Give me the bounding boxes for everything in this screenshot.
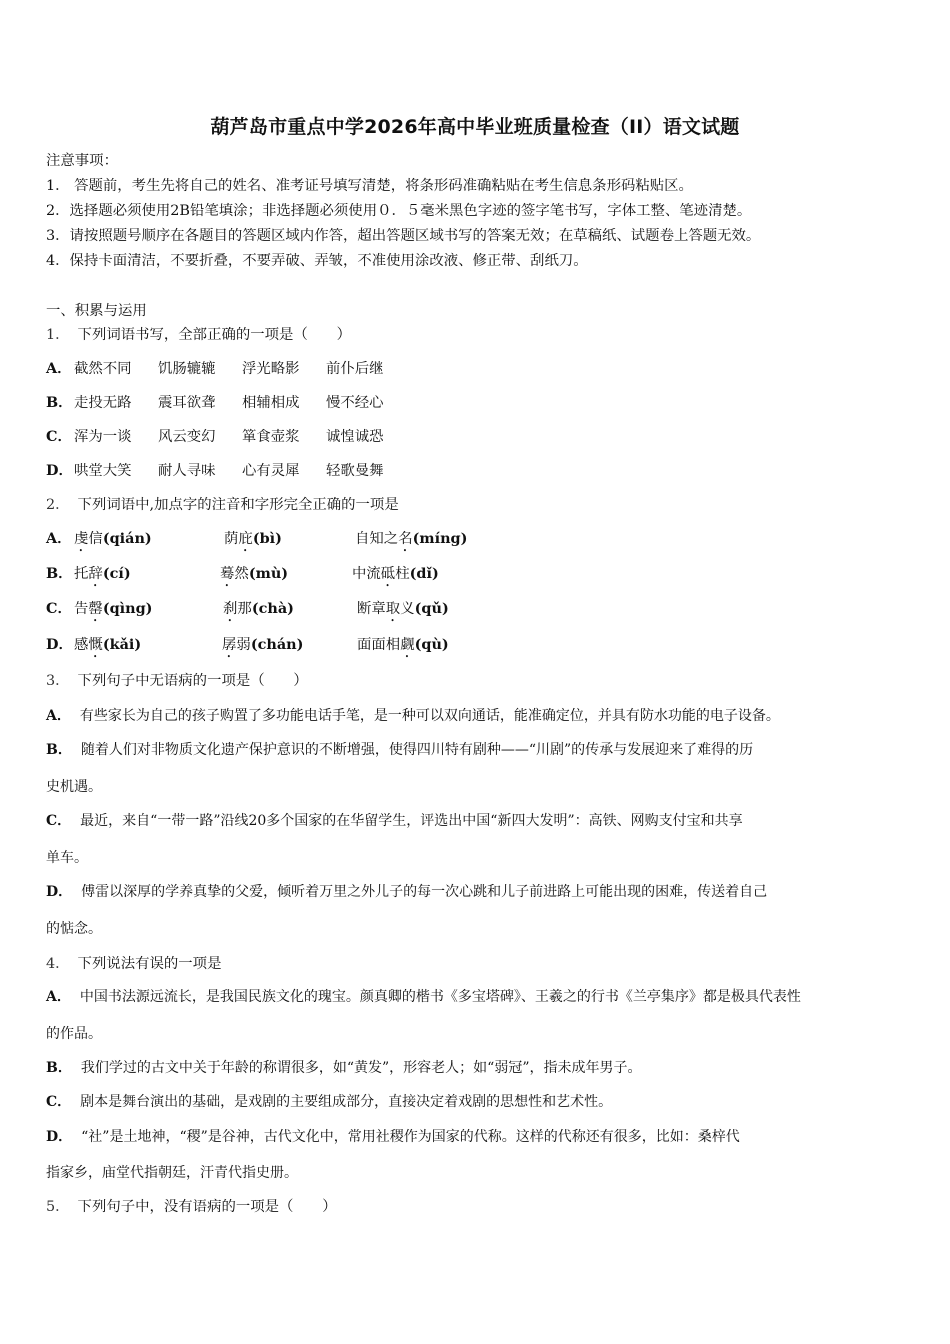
option-word: 风云变幻 bbox=[158, 429, 216, 445]
notice-item: 1． 答题前，考生先将自己的姓名、准考证号填写清楚，将条形码准确粘贴在考生信息条形码粘贴区。 bbox=[46, 178, 693, 194]
section-heading: 一、积累与运用 bbox=[46, 303, 147, 319]
option-label: B． bbox=[46, 565, 73, 582]
pinyin-item: 中流砥柱(dǐ) bbox=[352, 565, 439, 582]
option-word: 截然不同 bbox=[74, 361, 132, 377]
pinyin-item: 托辞(cí) bbox=[74, 565, 131, 582]
notice-item: 4．保持卡面清洁，不要折叠，不要弄破、弄皱，不准使用涂改液、修正带、刮纸刀。 bbox=[46, 253, 588, 269]
q3-option-c: C． 最近，来自“一带一路”沿线20多个国家的在华留学生，评选出中国“新四大发明”：高铁、网购支付宝和共享 bbox=[46, 813, 743, 829]
option-word: 耐人寻味 bbox=[158, 463, 216, 479]
option-word: 慢不经心 bbox=[326, 395, 384, 411]
option-word: 诚惶诚恐 bbox=[326, 429, 384, 445]
option-label: C． bbox=[46, 600, 72, 617]
option-word: 浮光略影 bbox=[242, 361, 300, 377]
option-word: 相辅相成 bbox=[242, 395, 300, 411]
q4-option-a: A． 中国书法源远流长，是我国民族文化的瑰宝。颜真卿的楷书《多宝塔碑》、王羲之的行书《兰亭集序》都是极具代表性 bbox=[46, 989, 801, 1005]
notice-item: 2．选择题必须使用2B铅笔填涂；非选择题必须使用０．５毫米黑色字迹的签字笔书写，字体工整、笔迹清楚。 bbox=[46, 203, 752, 219]
q4-option-d-cont: 指家乡，庙堂代指朝廷，汗青代指史册。 bbox=[46, 1165, 298, 1181]
question-number: 1． bbox=[46, 327, 70, 343]
page-title: 葫芦岛市重点中学2026年高中毕业班质量检查（II）语文试题 bbox=[210, 116, 740, 138]
question-number: 4． bbox=[46, 956, 70, 972]
option-word: 前仆后继 bbox=[326, 361, 384, 377]
option-word: 轻歌曼舞 bbox=[326, 463, 384, 479]
question-2 bbox=[46, 495, 399, 515]
q3-option-c-cont: 单车。 bbox=[46, 850, 88, 866]
pinyin-item: 告罄(qìng) bbox=[74, 600, 153, 617]
option-label: C． bbox=[46, 428, 72, 445]
option-word: 心有灵犀 bbox=[242, 463, 300, 479]
pinyin-item: 孱弱(chán) bbox=[222, 636, 304, 653]
option-word: 震耳欲聋 bbox=[158, 395, 216, 411]
question-3 bbox=[46, 671, 308, 691]
notice-item: 3．请按照题号顺序在各题目的答题区域内作答，超出答题区域书写的答案无效；在草稿纸、试题卷上答题无效。 bbox=[46, 228, 761, 244]
question-stem: 下列句子中无语病的一项是（ ） bbox=[77, 673, 308, 689]
q3-option-d: D． 傅雷以深厚的学养真挚的父爱，倾听着万里之外儿子的每一次心跳和儿子前进路上可能出现的困难，传送着自己 bbox=[46, 884, 768, 900]
option-label: D． bbox=[46, 636, 73, 653]
pinyin-item: 蓦然(mù) bbox=[220, 565, 289, 582]
option-label: D． bbox=[46, 462, 73, 479]
question-1 bbox=[46, 325, 351, 345]
question-number: 3． bbox=[46, 673, 70, 689]
q3-option-d-cont: 的惦念。 bbox=[46, 921, 102, 937]
question-stem: 下列说法有误的一项是 bbox=[77, 956, 222, 972]
pinyin-item: 自知之名(míng) bbox=[355, 530, 468, 547]
pinyin-item: 断章取义(qǔ) bbox=[357, 600, 449, 617]
pinyin-item: 刹那(chà) bbox=[223, 600, 294, 617]
question-4 bbox=[46, 954, 221, 974]
option-label: A． bbox=[46, 530, 72, 547]
pinyin-item: 荫庇(bì) bbox=[224, 530, 282, 547]
notice-heading: 注意事项： bbox=[46, 153, 118, 169]
question-stem: 下列词语中,加点字的注音和字形完全正确的一项是 bbox=[77, 497, 399, 513]
q3-option-b-cont: 史机遇。 bbox=[46, 779, 102, 795]
q3-option-b: B． 随着人们对非物质文化遗产保护意识的不断增强，使得四川特有剧种——“川剧”的传承与发展迎来了难得的历 bbox=[46, 742, 754, 758]
q4-option-b: B． 我们学过的古文中关于年龄的称谓很多，如“黄发”，形容老人；如“弱冠”，指未成年男子。 bbox=[46, 1060, 642, 1076]
q4-option-d: D． “社”是土地神，“稷”是谷神，古代文化中，常用社稷作为国家的代称。这样的代称还有很多，比如：桑梓代 bbox=[46, 1129, 740, 1145]
question-number: 5． bbox=[46, 1199, 70, 1215]
question-stem: 下列词语书写，全部正确的一项是（ ） bbox=[77, 327, 351, 343]
option-label: B． bbox=[46, 394, 73, 411]
question-number: 2． bbox=[46, 497, 70, 513]
option-word: 箪食壶浆 bbox=[242, 429, 300, 445]
option-word: 哄堂大笑 bbox=[74, 463, 132, 479]
q3-option-a: A． 有些家长为自己的孩子购置了多功能电话手笔，是一种可以双向通话，能准确定位，并具有防水功能的电子设备。 bbox=[46, 708, 780, 724]
q4-option-a-cont: 的作品。 bbox=[46, 1026, 102, 1042]
pinyin-item: 虔信(qián) bbox=[74, 530, 152, 547]
question-stem: 下列句子中，没有语病的一项是（ ） bbox=[77, 1199, 337, 1215]
option-word: 饥肠辘辘 bbox=[158, 361, 216, 377]
option-word: 浑为一谈 bbox=[74, 429, 132, 445]
pinyin-item: 面面相觑(qù) bbox=[357, 636, 449, 653]
question-5 bbox=[46, 1197, 337, 1217]
option-word: 走投无路 bbox=[74, 395, 132, 411]
q4-option-c: C． 剧本是舞台演出的基础，是戏剧的主要组成部分，直接决定着戏剧的思想性和艺术性。 bbox=[46, 1094, 613, 1110]
pinyin-item: 感慨(kǎi) bbox=[74, 636, 142, 653]
option-label: A． bbox=[46, 360, 72, 377]
